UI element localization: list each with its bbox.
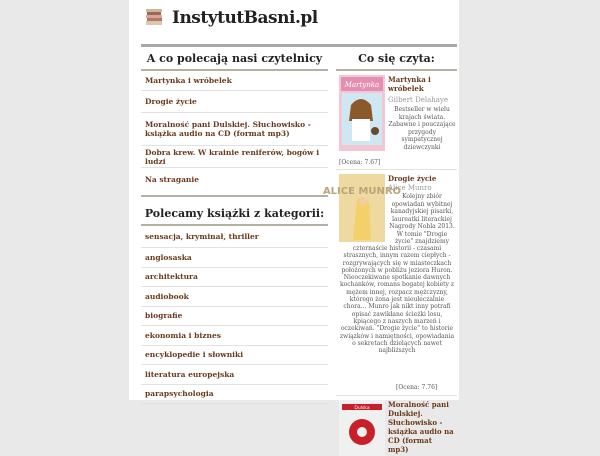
book-title-link[interactable]: Drogie życie: [388, 174, 437, 183]
book-author: Gilbert Delahaye: [388, 96, 449, 104]
reco-item[interactable]: Drogie życie: [141, 91, 328, 113]
category-item[interactable]: biografie: [141, 307, 328, 327]
categories-section-title: Polecamy książki z kategorii:: [144, 207, 325, 220]
book-description-more: czternaście historii - czasami strasznych, innym razem ciepłych - rozgrywających się w miasteczkach położonych w pobliżu jeziora Huron. Nieoczekiwane spotkanie dawnych kochanków, romans bogatej kobiety z mężem innej, rozpacz mężczyzny, którego żona jest nieuleczalnie chora... Munro jak nikt inny potrafi opisać zawikłane ścieżki losu, kpiącego z naszych marzeń i oczekiwań. "Drogie życie" to historie związków i namiętności, opowiadania o sekretach dzielących nawet najbliższych: [339, 245, 455, 355]
book-author: Alice Munro: [388, 184, 432, 192]
category-item[interactable]: audiobook: [141, 287, 328, 307]
page-container: [129, 0, 459, 454]
category-item[interactable]: architektura: [141, 268, 328, 288]
book-rating: [Ocena: 7.67]: [339, 159, 381, 166]
book-description: Kolejny zbiór opowiadań wybitnej kanadyjskiej pisarki, laureatki literackiej Nagrody Nobla 2013. W tomie "Drogie życie" znajdziemy: [389, 193, 455, 245]
book-title-link[interactable]: Moralność pani Dulskiej. Słuchowisko - książka audio na CD (format mp3): [388, 400, 454, 454]
book-cover-image[interactable]: [322, 174, 402, 242]
book-cover-image[interactable]: [339, 400, 385, 456]
book-cover-title: Dulska: [354, 406, 370, 411]
category-item[interactable]: literatura europejska: [141, 365, 328, 385]
books-logo-icon[interactable]: [146, 9, 162, 25]
book-cover-title: ALICE MUNRO: [322, 186, 402, 197]
category-list: [141, 226, 328, 404]
book-card: [322, 170, 457, 396]
book-rating: [Ocena: 7.76]: [396, 384, 438, 391]
category-item[interactable]: sensacja, kryminał, thriller: [141, 226, 328, 248]
book-description: Bestseller w wielu krajach świata. Zabawne i pouczające przygody sympatycznej dziewczynki: [388, 106, 456, 151]
book-cover-image[interactable]: [339, 75, 385, 151]
left-column: [141, 47, 328, 404]
reco-list: [141, 71, 328, 190]
reco-section-title: A co polecają nasi czytelnicy: [146, 52, 323, 65]
site-title[interactable]: InstytutBasni.pl: [172, 8, 318, 28]
reading-section-title: Co się czyta:: [358, 52, 435, 65]
right-column: [322, 47, 457, 456]
reco-bottom-divider: [141, 195, 328, 197]
reco-item[interactable]: Na straganie: [145, 174, 200, 184]
category-item[interactable]: ekonomia i biznes: [141, 326, 328, 346]
reco-item[interactable]: Moralność pani Dulskiej. Słuchowisko - książka audio na CD (format mp3): [141, 113, 328, 146]
book-card: [336, 71, 457, 170]
category-item[interactable]: encyklopedie i słowniki: [141, 346, 328, 366]
book-title-link[interactable]: Martynka i wróbelek: [388, 75, 431, 93]
reco-item[interactable]: Dobra krew. W krainie reniferów, bogów i ludzi: [141, 146, 328, 168]
site-header: [129, 0, 459, 44]
reco-item[interactable]: Martynka i wróbelek: [141, 71, 328, 91]
book-card: [336, 396, 457, 456]
category-item[interactable]: anglosaska: [141, 248, 328, 268]
book-cover-title: Martynka: [344, 81, 380, 89]
category-item[interactable]: parapsychologia: [141, 385, 328, 405]
